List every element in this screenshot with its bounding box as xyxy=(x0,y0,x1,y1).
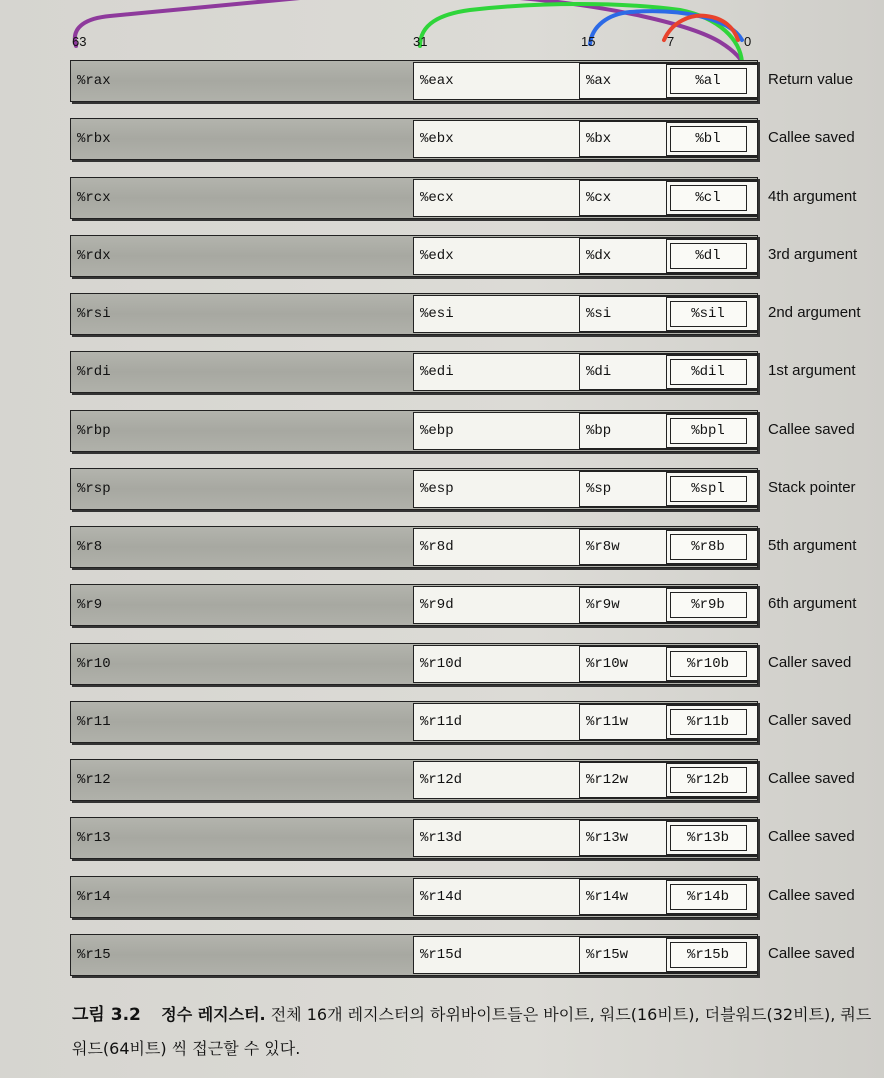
doubleword-register-name: %r15d xyxy=(420,947,463,963)
byte-segment xyxy=(666,530,758,564)
register-row xyxy=(70,526,758,568)
bit-position-15: 15 xyxy=(581,34,596,49)
word-register-name: %r14w xyxy=(586,889,629,905)
word-register-name: %r13w xyxy=(586,830,629,846)
byte-segment xyxy=(666,355,758,389)
byte-register-name: %r13b xyxy=(686,830,729,846)
register-purpose: 1st argument xyxy=(768,362,856,379)
register-row xyxy=(70,643,758,685)
register-row xyxy=(70,468,758,510)
bit-position-0: 0 xyxy=(744,34,752,49)
doubleword-register-name: %esp xyxy=(420,481,454,497)
word-register-name: %r8w xyxy=(586,539,620,555)
register-purpose: Callee saved xyxy=(768,887,855,904)
word-register-name: %si xyxy=(586,306,612,322)
byte-segment xyxy=(666,647,758,681)
register-purpose: 6th argument xyxy=(768,595,857,612)
register-row xyxy=(70,293,758,335)
quadword-register-name: %r14 xyxy=(77,889,111,905)
doubleword-register-name: %r12d xyxy=(420,772,463,788)
byte-segment xyxy=(666,122,758,156)
register-row xyxy=(70,701,758,743)
byte-register-name: %r15b xyxy=(686,947,729,963)
register-row xyxy=(70,759,758,801)
register-purpose: Caller saved xyxy=(768,654,852,671)
register-purpose: Return value xyxy=(768,71,854,88)
register-row xyxy=(70,118,758,160)
word-register-name: %di xyxy=(586,364,612,380)
word-register-name: %r12w xyxy=(586,772,629,788)
byte-register-name: %bpl xyxy=(691,423,725,439)
bit-position-7: 7 xyxy=(667,34,675,49)
bit-position-63: 63 xyxy=(72,34,87,49)
doubleword-register-name: %ebx xyxy=(420,131,454,147)
byte-register-name: %r8b xyxy=(691,539,725,555)
byte-register-name: %cl xyxy=(695,190,721,206)
byte-segment xyxy=(666,938,758,972)
register-row xyxy=(70,410,758,452)
doubleword-register-name: %eax xyxy=(420,73,454,89)
word-register-name: %ax xyxy=(586,73,612,89)
byte-segment xyxy=(666,64,758,98)
word-register-name: %r10w xyxy=(586,656,629,672)
byte-segment xyxy=(666,821,758,855)
byte-segment xyxy=(666,239,758,273)
register-row xyxy=(70,177,758,219)
register-row xyxy=(70,351,758,393)
register-purpose: Callee saved xyxy=(768,770,855,787)
register-row xyxy=(70,934,758,976)
quadword-register-name: %r15 xyxy=(77,947,111,963)
register-row xyxy=(70,876,758,918)
byte-segment xyxy=(666,472,758,506)
doubleword-register-name: %edx xyxy=(420,248,454,264)
byte-register-name: %dl xyxy=(695,248,721,264)
register-purpose: Callee saved xyxy=(768,421,855,438)
quadword-register-name: %rax xyxy=(77,73,111,89)
doubleword-register-name: %r13d xyxy=(420,830,463,846)
byte-segment xyxy=(666,297,758,331)
register-row xyxy=(70,235,758,277)
byte-segment xyxy=(666,880,758,914)
byte-register-name: %r14b xyxy=(686,889,729,905)
quadword-register-name: %r13 xyxy=(77,830,111,846)
quadword-register-name: %r10 xyxy=(77,656,111,672)
doubleword-register-name: %r9d xyxy=(420,597,454,613)
arc-green-doubleword xyxy=(420,4,742,62)
register-purpose: Caller saved xyxy=(768,712,852,729)
doubleword-register-name: %r14d xyxy=(420,889,463,905)
word-register-name: %r9w xyxy=(586,597,620,613)
register-purpose: 3rd argument xyxy=(768,246,858,263)
byte-segment xyxy=(666,763,758,797)
register-purpose: Callee saved xyxy=(768,129,855,146)
word-register-name: %bp xyxy=(586,423,612,439)
quadword-register-name: %rdi xyxy=(77,364,111,380)
register-purpose: 5th argument xyxy=(768,537,857,554)
quadword-register-name: %rsp xyxy=(77,481,111,497)
byte-segment xyxy=(666,181,758,215)
byte-register-name: %r9b xyxy=(691,597,725,613)
quadword-register-name: %rdx xyxy=(77,248,111,264)
doubleword-register-name: %edi xyxy=(420,364,454,380)
doubleword-register-name: %esi xyxy=(420,306,454,322)
quadword-register-name: %r11 xyxy=(77,714,111,730)
quadword-register-name: %rsi xyxy=(77,306,111,322)
byte-register-name: %spl xyxy=(691,481,725,497)
register-purpose: Stack pointer xyxy=(768,479,856,496)
bit-position-31: 31 xyxy=(413,34,428,49)
register-purpose: 4th argument xyxy=(768,188,857,205)
quadword-register-name: %rcx xyxy=(77,190,111,206)
word-register-name: %r11w xyxy=(586,714,629,730)
caption-text: 전체 16개 레지스터의 하위바이트들은 바이트, 워드(16비트), 더블워드(32비트), 쿼드워드(64비트) 씩 접근할 수 있다. xyxy=(72,1005,872,1058)
doubleword-register-name: %r11d xyxy=(420,714,463,730)
quadword-register-name: %r9 xyxy=(77,597,103,613)
word-register-name: %dx xyxy=(586,248,612,264)
doubleword-register-name: %r10d xyxy=(420,656,463,672)
register-purpose: Callee saved xyxy=(768,945,855,962)
byte-register-name: %r10b xyxy=(686,656,729,672)
word-register-name: %r15w xyxy=(586,947,629,963)
caption-label: 그림 3.2 xyxy=(72,1005,141,1025)
byte-segment xyxy=(666,414,758,448)
byte-register-name: %r11b xyxy=(686,714,729,730)
word-register-name: %bx xyxy=(586,131,612,147)
caption-title: 정수 레지스터. xyxy=(161,1005,266,1024)
doubleword-register-name: %ecx xyxy=(420,190,454,206)
quadword-register-name: %rbp xyxy=(77,423,111,439)
byte-segment xyxy=(666,705,758,739)
figure-caption xyxy=(72,998,872,1065)
register-purpose: Callee saved xyxy=(768,828,855,845)
byte-segment xyxy=(666,588,758,622)
byte-register-name: %r12b xyxy=(686,772,729,788)
word-register-name: %cx xyxy=(586,190,612,206)
byte-register-name: %sil xyxy=(691,306,725,322)
byte-register-name: %bl xyxy=(695,131,721,147)
register-purpose: 2nd argument xyxy=(768,304,861,321)
register-row xyxy=(70,817,758,859)
doubleword-register-name: %r8d xyxy=(420,539,454,555)
quadword-register-name: %r8 xyxy=(77,539,103,555)
register-row xyxy=(70,60,758,102)
doubleword-register-name: %ebp xyxy=(420,423,454,439)
byte-register-name: %dil xyxy=(691,364,725,380)
byte-register-name: %al xyxy=(695,73,721,89)
quadword-register-name: %rbx xyxy=(77,131,111,147)
quadword-register-name: %r12 xyxy=(77,772,111,788)
register-row xyxy=(70,584,758,626)
word-register-name: %sp xyxy=(586,481,612,497)
